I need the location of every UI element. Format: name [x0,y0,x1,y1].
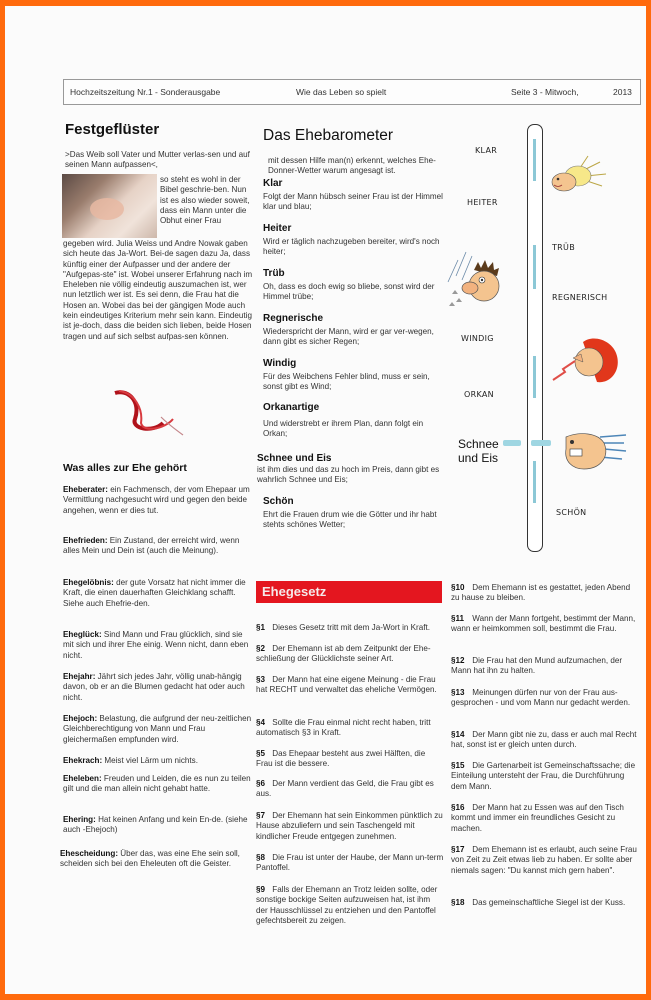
glossary-entry: Eheberater: ein Fachmensch, der vom Ehepaar um Vermittlung nachgesucht wird und gegen den beide angehen, wenn er dies tut. [63,485,250,515]
weather-text: Folgt der Mann hübsch seiner Frau ist der Himmel klar und blau; [263,192,443,212]
weather-text: ist ihm dies und das zu hoch im Preis, dann gibt es wahrlich Schnee und Eis; [257,465,440,485]
snow-face-icon [550,429,628,473]
scale-label-schnee-und-eis: Schnee und Eis [458,437,499,465]
festgefluester-title: Festgeflüster [65,121,160,138]
glossary-entry: Ehefrieden: Ein Zustand, der erreicht wird, wenn alles Mein und Dein ist (auch die Meinung). [63,536,240,556]
festgefluester-body: gegeben wird. Julia Weiss und Andre Nowak gaben sich heute das Ja-Wort. Bei-de sagen dazu Ja, dass künftig einer der Aufpasser und der andere der "Aufgepas-ste" ist. Wobei unserer Erfahrung nach im Eheleben nie völlig eindeutig auszumachen ist, wer nun letztlich wer ist. Es sei denn, die Frau hat die Hosen an. Wobei das bei der gängigen Mode auch kein eindeutiges Kriterium mehr sein kann. Eindeutig ist je-doch, dass die beiden sich lieben, beide Hosen tragen und auf sich selbst aufpas-sen können. [63,239,253,341]
scale-label-windig: WINDIG [461,334,494,343]
law-paragraph: §10 Dem Ehemann ist es gestattet, jeden Abend zu hause zu bleiben. [451,583,631,603]
barometer-fluid-segment [533,139,536,181]
law-paragraph: §5 Das Ehepaar besteht aus zwei Hälften, die Frau ist die bessere. [256,749,426,769]
law-paragraph: §6 Der Mann verdient das Geld, die Frau gibt es aus. [256,779,434,799]
weather-text: Ehrt die Frauen drum wie die Götter und ihr habt stehts schönes Wetter; [263,510,437,530]
scale-label-schoen: SCHÖN [556,508,587,517]
scale-label-trueb: TRÜB [552,243,575,252]
law-paragraph: §7 Der Ehemann hat sein Einkommen pünktlich zu Hause abzuliefern und sein Taschengeld mit kindlicher Freude entgegen zunehmen. [256,811,443,841]
glossary-entry: Ehegelöbnis: der gute Vorsatz hat nicht immer die Kraft, die einen dauerhaften Gleichklang schafft. Siehe auch Ehefrie-den. [63,578,246,608]
law-paragraph: §18 Das gemeinschaftliche Siegel ist der Kuss. [451,898,626,907]
law-paragraph: §3 Der Mann hat eine eigene Meinung - die Frau hat RECHT und verwaltet das eheliche Vermögen. [256,675,437,695]
weather-heading: Orkanartige [263,402,320,413]
glossary-entry: Ehekrach: Meist viel Lärm um nichts. [63,756,198,765]
weather-heading: Schön [263,496,294,507]
law-paragraph: §17 Dem Ehemann ist es erlaubt, auch seine Frau von Zeit zu Zeit etwas lieb zu haben. Er sollte aber niemals sagen: "Du kannst mich gern haben". [451,845,637,875]
scale-label-heiter: HEITER [467,198,498,207]
scale-label-regnerisch: REGNERISCH [552,293,608,302]
glossary-entry: Eheglück: Sind Mann und Frau glücklich, sind sie mit sich und ihrer Ehe einig. Wenn nicht, dann eben nicht. [63,630,249,660]
law-paragraph: §12 Die Frau hat den Mund aufzumachen, der Mann hat ihn zu halten. [451,656,623,676]
weather-heading: Trüb [263,268,285,279]
scale-label-klar: KLAR [475,146,498,155]
barometer-fluid-segment [533,245,536,289]
ice-wind-icon [503,434,553,452]
windy-face-icon [549,336,621,386]
newspaper-header [63,79,641,105]
weather-text: Für des Weibchens Fehler blind, muss er sein, sonst gibt es Wind; [263,372,430,392]
ehegesetz-title-bar: Ehegesetz [256,581,442,603]
weather-text: Und widerstrebt er ihrem Plan, dann folgt ein Orkan; [263,419,424,439]
red-ribbon-decoration [113,389,193,439]
glossary-entry: Ehering: Hat keinen Anfang und kein En-de. (siehe auch -Ehejoch) [63,815,248,835]
wedding-hands-photo [62,174,157,238]
glossary-entry: Ehescheidung: Über das, was eine Ehe sein soll, scheiden sich bei den Eheleuten oft die Geister. [60,849,240,869]
law-paragraph: §11 Wann der Mann fortgeht, bestimmt der Mann, wann er heimkommen soll, bestimmt die Frau. [451,614,636,634]
law-paragraph: §9 Falls der Ehemann an Trotz leiden sollte, oder sonstige bockige Seiten aufzuweisen hat, ist ihm der Hausschlüssel zu entziehen und den Pantoffel gefechtsbereit zu zeigen. [256,885,438,925]
sunny-face-icon [548,154,608,194]
law-paragraph: §16 Der Mann hat zu Essen was auf den Tisch kommt und immer ein freundliches Gesicht zu machen. [451,803,624,833]
law-paragraph: §8 Die Frau ist unter der Haube, der Mann un-term Pantoffel. [256,853,444,873]
scale-label-orkan: ORKAN [464,390,494,399]
law-paragraph: §4 Sollte die Frau einmal nicht recht haben, tritt automatisch §3 in Kraft. [256,718,431,738]
weather-heading: Regnerische [263,313,324,324]
glossary-entry: Ehejoch: Belastung, die aufgrund der neu-zeitlichen Gleichberechtigung von Mann und Frau gleichermaßen empfunden wird. [63,714,252,744]
law-paragraph: §13 Meinungen dürfen nur von der Frau aus-gesprochen - und vom Mann nur gedacht werden. [451,688,631,708]
law-paragraph: §1 Dieses Gesetz tritt mit dem Ja-Wort in Kraft. [256,623,430,632]
glossary-entry: Ehejahr: Jährt sich jedes Jahr, völlig unab-hängig davon, ob er an die Blumen gedacht hat oder auch nicht. [63,672,245,702]
header-motto: Wie das Leben so spielt [296,87,387,97]
weather-heading: Klar [263,178,283,189]
ehebarometer-title: Das Ehebarometer [263,127,394,144]
festgefluester-intro: so steht es wohl in der Bibel geschrie-ben. Nun ist es also wieder soweit, dass ein Mann unter die Obhut einer Frau [160,175,250,226]
barometer-fluid-segment [533,461,536,503]
barometer-tube [527,124,543,552]
header-issue: Hochzeitszeitung Nr.1 - Sonderausgabe [70,87,221,97]
header-year: 2013 [613,87,632,97]
weather-heading: Heiter [263,223,292,234]
ehebarometer-subtitle: mit dessen Hilfe man(n) erkennt, welches Ehe- Donner-Wetter warum angesagt ist. [268,156,436,176]
law-paragraph: §2 Der Ehemann ist ab dem Zeitpunkt der Ehe-schließung der Glücklichste seiner Art. [256,644,431,664]
glossary-entry: Eheleben: Freuden und Leiden, die es nun zu teilen gilt und die man allein nicht gehabt hatte. [63,774,251,794]
weather-text: Oh, dass es doch ewig so bliebe, sonst wird der Himmel trübe; [263,282,435,302]
weather-heading: Windig [263,358,297,369]
glossary-title: Was alles zur Ehe gehört [63,462,187,474]
festgefluester-quote: >Das Weib soll Vater und Mutter verlas-sen und auf seinen Mann aufpassen<, [65,150,250,170]
weather-text: Wird er täglich nachzugeben bereiter, wird's noch heiter; [263,237,440,257]
header-page-day: Seite 3 - Mitwoch, [511,87,579,97]
weather-heading: Schnee und Eis [257,453,332,464]
weather-text: Wiederspricht der Mann, wird er gar ver-wegen, dann gibt es sicher Regen; [263,327,434,347]
law-paragraph: §14 Der Mann gibt nie zu, dass er auch mal Recht hat, sonst ist er gleich unten durch. [451,730,637,750]
law-paragraph: §15 Die Gartenarbeit ist Gemeinschaftssache; die Einteilung untersteht der Frau, die Durchführung dem Mann. [451,761,636,791]
barometer-fluid-segment [533,356,536,398]
rainy-face-icon [446,246,504,316]
newspaper-page [5,6,646,994]
